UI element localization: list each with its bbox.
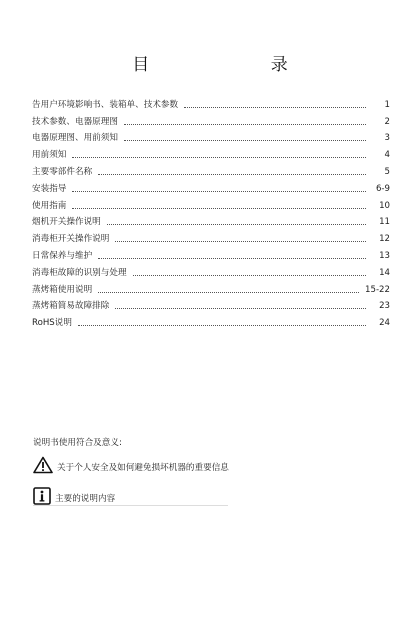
toc-entry-label: 安装指导 — [32, 183, 67, 194]
toc-entry-label: 技术参数、电器原理图 — [32, 116, 118, 127]
legend-warning-text: 关于个人安全及如何避免损坏机器的重要信息 — [57, 462, 229, 473]
toc-entry-page: 12 — [379, 234, 390, 245]
toc-leader-dots — [72, 156, 366, 158]
toc-leader-dots — [98, 291, 359, 293]
toc-leader-dots — [98, 257, 366, 259]
toc-entry-page: 6-9 — [375, 183, 390, 194]
toc-entry — [32, 245, 390, 262]
toc-leader-dots — [124, 123, 366, 125]
legend-info-text: 主要的说明内容 — [55, 493, 116, 504]
toc-entry-label: 使用指南 — [32, 200, 67, 211]
toc-entry-page: 3 — [384, 133, 390, 144]
toc-entry-label: 主要零部件名称 — [32, 166, 93, 177]
toc-entry-label: 日常保养与维护 — [32, 250, 93, 261]
toc-leader-dots — [115, 307, 366, 309]
toc-entry-page: 11 — [379, 217, 390, 228]
toc-entry — [32, 94, 390, 111]
toc-leader-dots — [72, 207, 366, 209]
toc-entry-label: 消毒柜故障的识别与处理 — [32, 267, 127, 278]
toc-entry — [32, 296, 390, 313]
toc-leader-dots — [115, 240, 366, 242]
toc-entry-label: 电器原理图、用前须知 — [32, 133, 118, 144]
legend-heading: 说明书使用符合及意义: — [33, 438, 122, 448]
toc-entry — [32, 161, 390, 178]
toc-entry-page: 4 — [384, 150, 390, 161]
toc-entry — [32, 279, 390, 296]
divider — [33, 505, 228, 506]
toc-entry-page: 1 — [384, 99, 390, 110]
toc-entry — [32, 312, 390, 329]
toc-entry-label: 用前须知 — [32, 150, 67, 161]
toc-entry — [32, 144, 390, 161]
toc-entry-label: 蒸烤箱使用说明 — [32, 284, 93, 295]
toc-entry-page: 10 — [379, 200, 390, 211]
toc-entry — [32, 195, 390, 212]
toc-entry — [32, 178, 390, 195]
warning-triangle-icon — [33, 456, 53, 477]
legend-warning-row — [33, 456, 233, 477]
toc-entry-label: 蒸烤箱简易故障排除 — [32, 301, 110, 312]
table-of-contents — [32, 94, 390, 329]
toc-entry-page: 5 — [384, 166, 390, 177]
toc-entry-label: 告用户环境影响书、装箱单、技术参数 — [32, 99, 179, 110]
toc-entry-label: 烟机开关操作说明 — [32, 217, 101, 228]
page-title: 目 录 — [132, 55, 346, 75]
toc-entry — [32, 228, 390, 245]
toc-entry-page: 13 — [379, 250, 390, 261]
toc-entry-page: 15-22 — [365, 284, 390, 295]
toc-entry-page: 24 — [379, 318, 390, 329]
toc-leader-dots — [98, 173, 366, 175]
toc-entry — [32, 262, 390, 279]
toc-entry-page: 2 — [384, 116, 390, 127]
toc-leader-dots — [133, 274, 366, 276]
toc-entry-label: 消毒柜开关操作说明 — [32, 234, 110, 245]
toc-entry-page: 23 — [379, 301, 390, 312]
toc-entry-page: 14 — [379, 267, 390, 278]
toc-leader-dots — [184, 106, 366, 108]
toc-entry — [32, 212, 390, 229]
toc-leader-dots — [72, 190, 366, 192]
toc-leader-dots — [124, 139, 366, 141]
toc-leader-dots — [78, 324, 366, 326]
toc-entry — [32, 128, 390, 145]
toc-entry-label: RoHS说明 — [32, 318, 72, 329]
toc-leader-dots — [107, 223, 366, 225]
toc-entry — [32, 111, 390, 128]
